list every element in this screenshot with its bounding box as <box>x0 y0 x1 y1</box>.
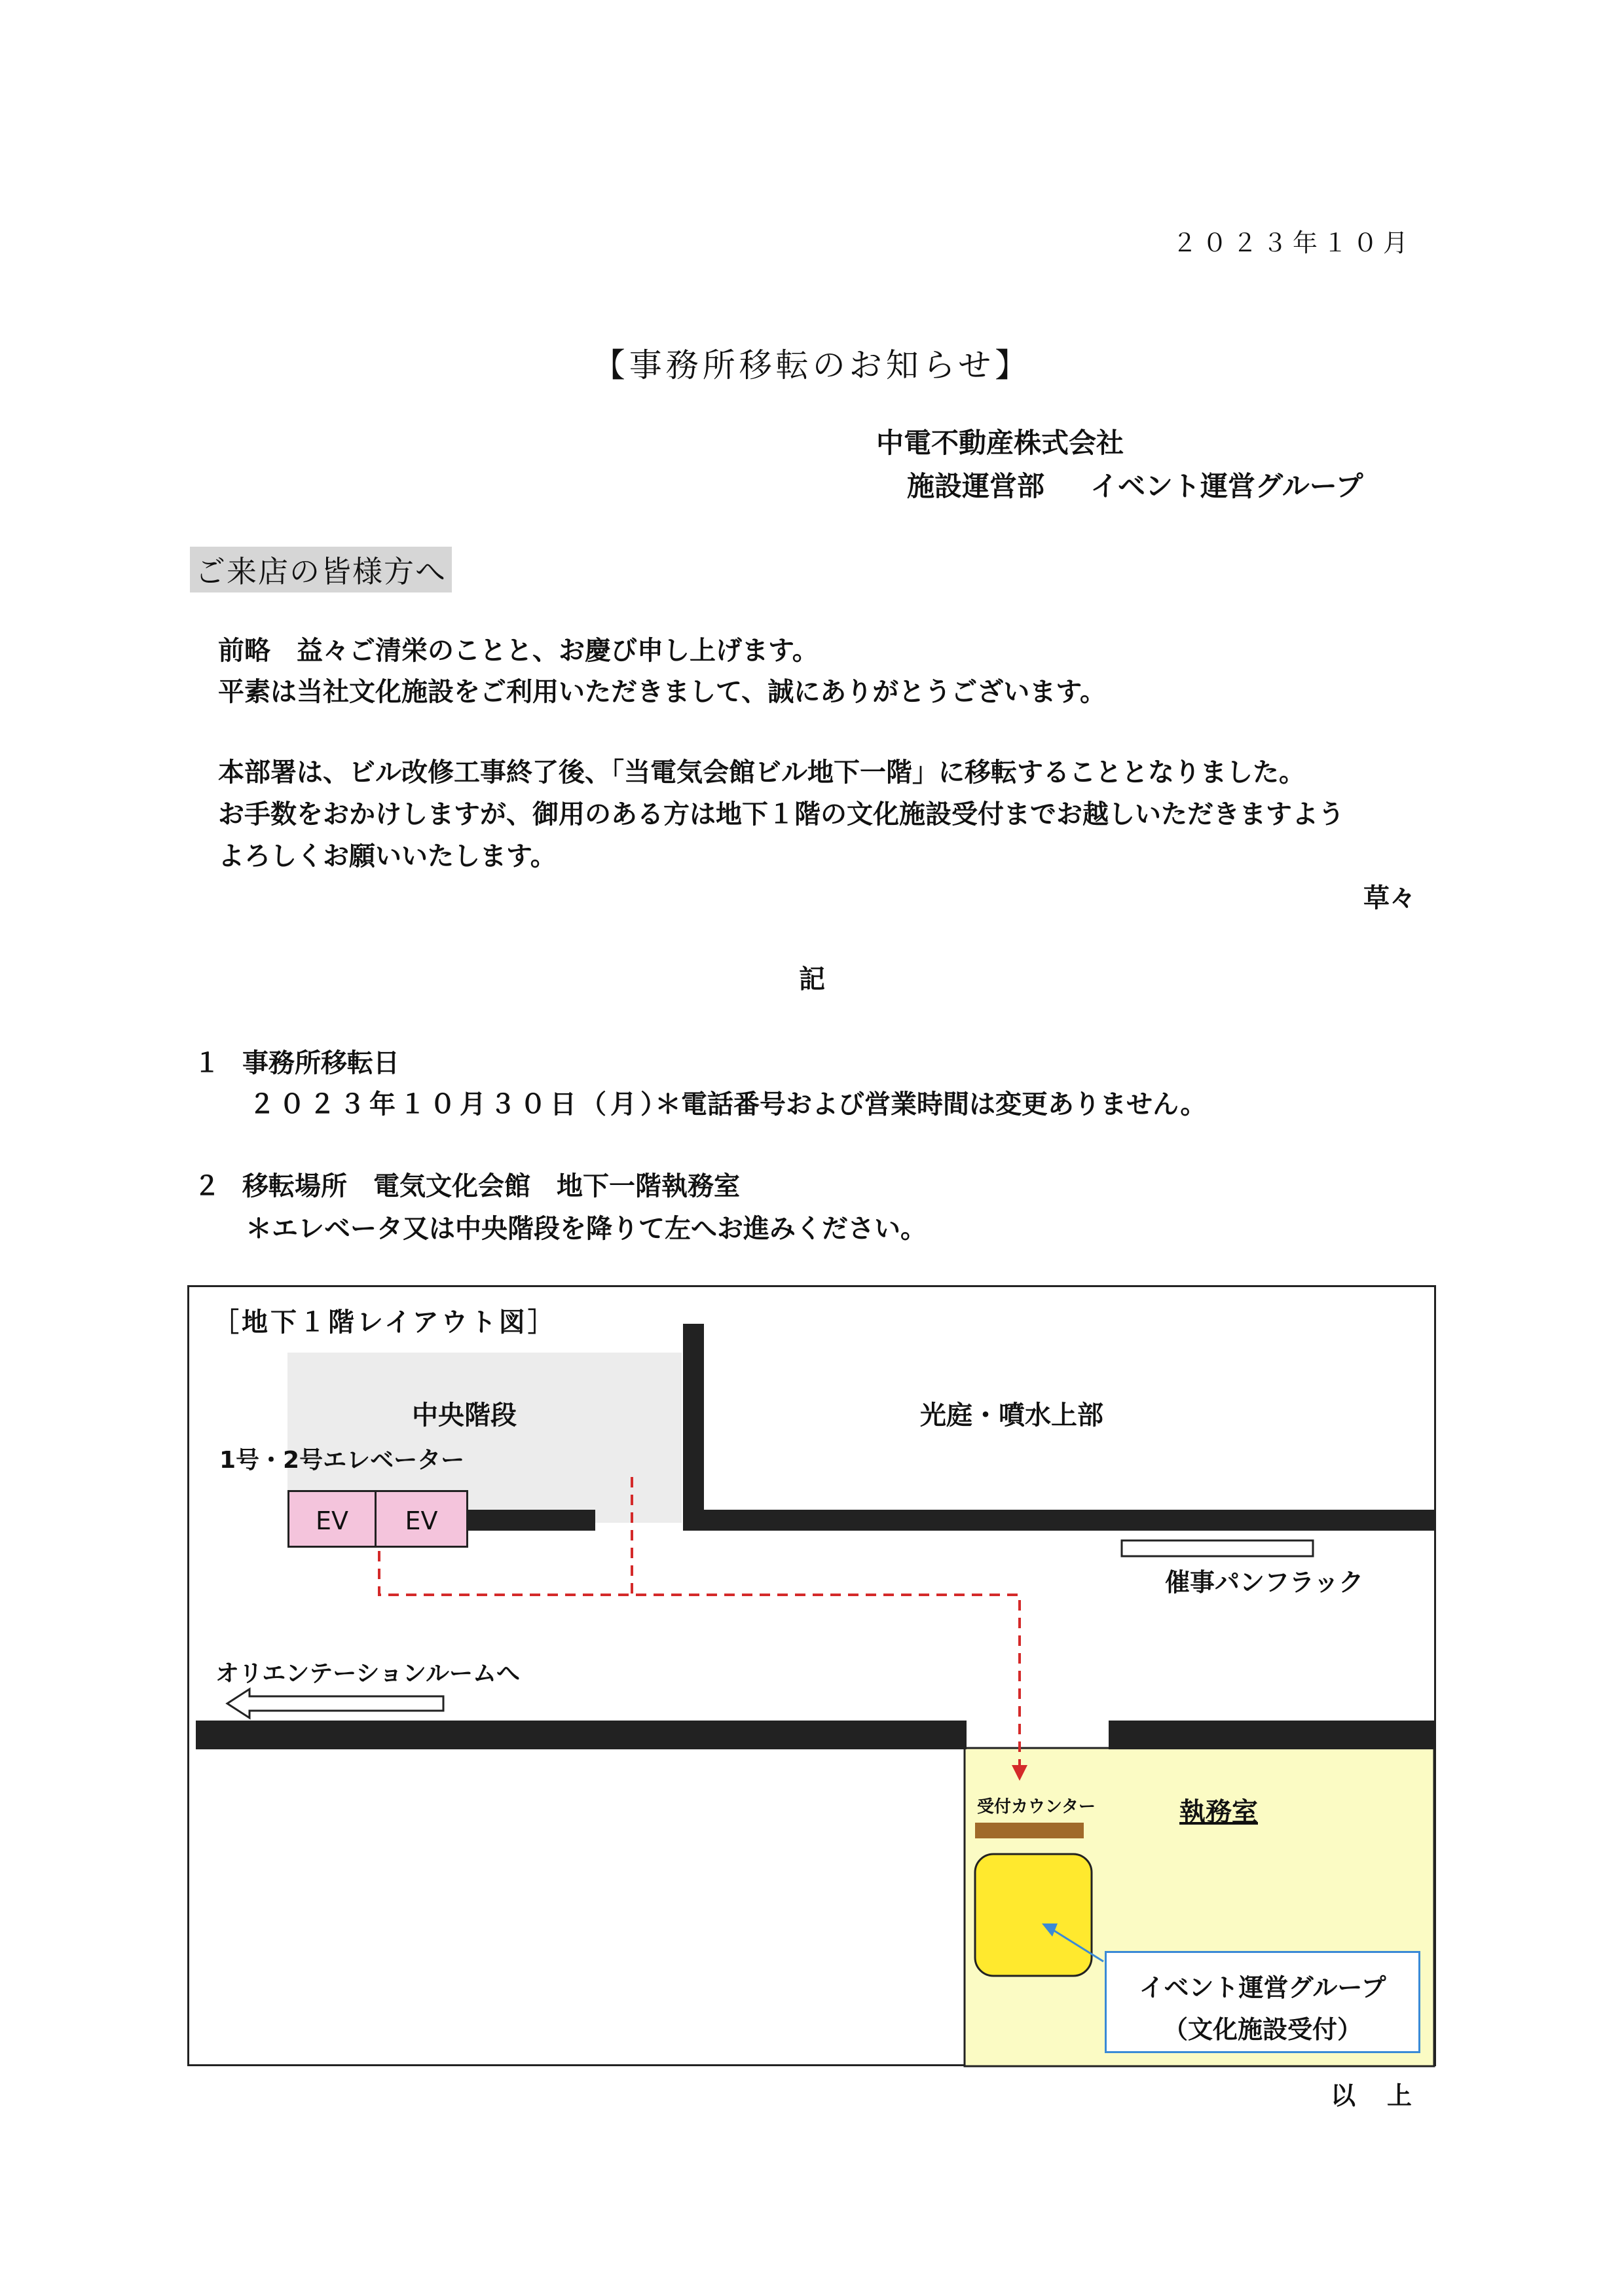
wall-corridor-right <box>1109 1721 1436 1749</box>
section-1-heading: 事務所移転日 <box>242 1048 399 1078</box>
body-paragraph-1: 前略 益々ご清栄のことと、お慶び申し上げます。 <box>218 636 819 666</box>
callout-line-1: イベント運営グループ <box>1139 1973 1386 2002</box>
event-group-callout <box>1105 1951 1420 2053</box>
wall-courtyard-vertical <box>683 1324 704 1531</box>
department-name: 施設運営部 <box>907 470 1045 502</box>
wall-courtyard-bottom <box>683 1510 1436 1531</box>
section-1-number: １ <box>194 1048 220 1078</box>
document-end-marker: 以上 <box>1331 2081 1444 2110</box>
body-paragraph-5: よろしくお願いいたします。 <box>218 841 557 871</box>
callout-line-2: （文化施設受付） <box>1162 2015 1362 2044</box>
body-paragraph-3: 本部署は、ビル改修工事終了後、「当電気会館ビル地下一階」に移転することとなりました。 <box>218 757 1305 788</box>
map-title: ［地下１階レイアウト図］ <box>213 1307 557 1338</box>
elevators-label: 1号・2号エレベーター <box>219 1447 465 1474</box>
orientation-arrow <box>227 1689 443 1718</box>
closing-word: 草々 <box>1363 883 1416 913</box>
document-title: 【事務所移転のお知らせ】 <box>592 346 1032 384</box>
department-line <box>907 465 1363 504</box>
body-paragraph-2: 平素は当社文化施設をご利用いただきまして、誠にありがとうございます。 <box>218 677 1106 707</box>
section-2-number: ２ <box>194 1171 220 1201</box>
section-1-date: ２０２３年１０月３０日（月） <box>249 1089 671 1120</box>
greeting-heading: ご来店の皆様方へ <box>190 547 452 592</box>
elevator-2: EV <box>377 1490 468 1548</box>
central-stairs-label: 中央階段 <box>412 1400 517 1430</box>
orientation-room-label: オリエンテーションルームへ <box>215 1660 520 1687</box>
group-desk-area <box>975 1854 1092 1976</box>
body-paragraph-4: お手数をおかけしますが、御用のある方は地下１階の文化施設受付までお越しいただきますよう <box>218 799 1344 829</box>
pamphlet-rack-label: 催事パンフラック <box>1165 1568 1364 1597</box>
floor-layout-map <box>187 1285 1436 2066</box>
courtyard-label: 光庭・噴水上部 <box>920 1400 1103 1430</box>
section-2-note: ＊エレベータ又は中央階段を降りて左へお進みください。 <box>246 1214 927 1244</box>
office-room-label: 執務室 <box>1179 1797 1258 1827</box>
reception-counter-label: 受付カウンター <box>977 1797 1096 1817</box>
wall-upper-left <box>458 1510 595 1531</box>
ki-marker: 記 <box>799 964 825 994</box>
section-1-note: ＊電話番号および営業時間は変更ありません。 <box>655 1089 1207 1120</box>
group-name: イベント運営グループ <box>1090 470 1363 502</box>
document-date: ２０２３年１０月 <box>1172 228 1413 257</box>
elevator-1: EV <box>287 1490 377 1548</box>
section-2-heading: 移転場所 電気文化会館 地下一階執務室 <box>242 1171 740 1201</box>
wall-corridor-left <box>196 1721 967 1749</box>
reception-counter <box>975 1823 1084 1838</box>
pamphlet-rack <box>1122 1540 1313 1556</box>
company-name: 中電不動産株式会社 <box>876 427 1124 459</box>
